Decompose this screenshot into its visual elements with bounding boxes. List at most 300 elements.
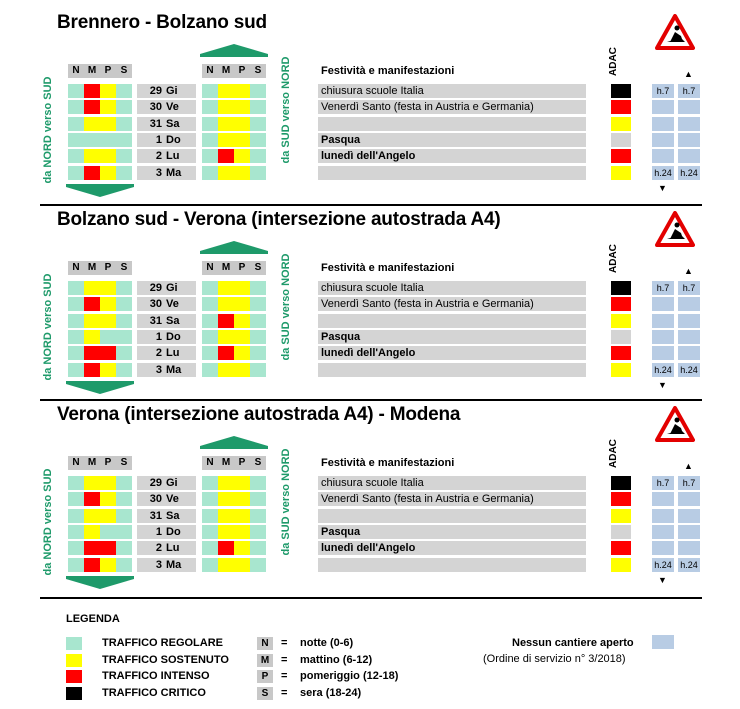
adac-label: ADAC <box>608 244 619 273</box>
traffic-cell <box>68 363 84 377</box>
traffic-cell <box>218 84 234 98</box>
legend-title: LEGENDA <box>66 613 120 625</box>
traffic-cell <box>234 558 250 572</box>
traffic-cell <box>84 558 100 572</box>
construction-cell: h.7 <box>652 281 674 295</box>
traffic-cell <box>234 117 250 131</box>
time-header: P <box>100 456 116 470</box>
day-name: Gi <box>166 282 178 294</box>
traffic-cell <box>116 297 132 311</box>
traffic-cell <box>250 558 266 572</box>
section-title: Bolzano sud - Verona (intersezione autostrada A4) <box>57 209 501 230</box>
traffic-cell <box>218 314 234 328</box>
traffic-cell <box>202 133 218 147</box>
festivity-row <box>318 117 586 131</box>
southbound-arrow <box>66 579 134 589</box>
construction-cell <box>678 314 700 328</box>
time-header: P <box>234 64 250 78</box>
traffic-cell <box>234 330 250 344</box>
day-name: Gi <box>166 85 178 97</box>
construction-cell: h.24 <box>652 558 674 572</box>
traffic-cell <box>218 476 234 490</box>
legend-label: TRAFFICO CRITICO <box>102 686 206 699</box>
time-header: M <box>84 261 100 275</box>
day-name: Gi <box>166 477 178 489</box>
construction-cell <box>652 297 674 311</box>
traffic-cell <box>68 133 84 147</box>
construction-cell <box>652 346 674 360</box>
construction-cell <box>652 330 674 344</box>
traffic-cell <box>68 84 84 98</box>
traffic-cell <box>218 525 234 539</box>
traffic-cell <box>234 492 250 506</box>
section-divider <box>40 204 702 206</box>
traffic-cell <box>100 117 116 131</box>
traffic-cell <box>250 100 266 114</box>
section-divider <box>40 597 702 599</box>
construction-cell: h.7 <box>678 281 700 295</box>
traffic-cell <box>100 149 116 163</box>
legend-swatch <box>66 637 82 650</box>
up-triangle-icon: ▲ <box>684 69 693 79</box>
construction-cell <box>652 509 674 523</box>
festivity-row: chiusura scuole Italia <box>318 476 586 490</box>
day-number: 2 <box>155 542 162 555</box>
day-name: Sa <box>166 314 180 327</box>
festivity-row: Pasqua <box>318 330 586 344</box>
traffic-cell <box>100 558 116 572</box>
traffic-cell <box>68 492 84 506</box>
day-number: 29 <box>149 85 162 97</box>
festivity-row <box>318 166 586 180</box>
festivity-row <box>318 363 586 377</box>
day-number: 31 <box>149 314 162 327</box>
traffic-cell <box>250 84 266 98</box>
adac-cell <box>611 166 631 180</box>
traffic-cell <box>84 541 100 555</box>
traffic-cell <box>116 492 132 506</box>
time-header: M <box>218 64 234 78</box>
traffic-cell <box>84 149 100 163</box>
day-name: Ma <box>166 363 182 376</box>
adac-cell <box>611 346 631 360</box>
traffic-cell <box>250 149 266 163</box>
traffic-cell <box>250 330 266 344</box>
traffic-cell <box>116 525 132 539</box>
adac-cell <box>611 492 631 506</box>
traffic-cell <box>100 330 116 344</box>
legend-equals: = <box>281 686 288 699</box>
traffic-cell <box>250 509 266 523</box>
festivity-row: Pasqua <box>318 525 586 539</box>
time-header: N <box>68 261 84 275</box>
traffic-cell <box>84 492 100 506</box>
day-name: Sa <box>166 117 180 130</box>
legend-equals: = <box>281 670 288 682</box>
construction-cell <box>678 346 700 360</box>
time-header: P <box>234 456 250 470</box>
traffic-cell <box>68 476 84 490</box>
festivity-header: Festività e manifestazioni <box>321 262 455 274</box>
adac-cell <box>611 525 631 539</box>
traffic-cell <box>234 281 250 295</box>
traffic-cell <box>218 166 234 180</box>
section-title: Verona (intersezione autostrada A4) - Modena <box>57 404 461 425</box>
traffic-cell <box>68 541 84 555</box>
traffic-cell <box>234 541 250 555</box>
construction-cell <box>652 117 674 131</box>
legend-swatch <box>66 654 82 667</box>
traffic-cell <box>116 346 132 360</box>
traffic-cell <box>250 133 266 147</box>
traffic-cell <box>202 476 218 490</box>
construction-cell: h.7 <box>678 84 700 98</box>
traffic-cell <box>202 509 218 523</box>
northbound-arrow <box>200 436 268 446</box>
time-header: P <box>100 64 116 78</box>
legend-definition: pomeriggio (12-18) <box>300 670 399 682</box>
festivity-row: Venerdì Santo (festa in Austria e Germania) <box>318 297 586 311</box>
adac-cell <box>611 100 631 114</box>
adac-cell <box>611 509 631 523</box>
traffic-cell <box>116 117 132 131</box>
day-name: Lu <box>166 150 180 163</box>
traffic-cell <box>116 541 132 555</box>
traffic-cell <box>68 314 84 328</box>
traffic-cell <box>68 330 84 344</box>
traffic-cell <box>84 281 100 295</box>
service-order-note: (Ordine di servizio n° 3/2018) <box>483 653 626 665</box>
traffic-cell <box>250 346 266 360</box>
traffic-cell <box>234 476 250 490</box>
adac-label: ADAC <box>608 47 619 76</box>
traffic-cell <box>100 509 116 523</box>
construction-swatch <box>652 635 674 649</box>
route-section <box>0 205 740 401</box>
traffic-cell <box>202 149 218 163</box>
festivity-row <box>318 509 586 523</box>
adac-cell <box>611 281 631 295</box>
time-header: S <box>250 64 266 78</box>
traffic-cell <box>84 166 100 180</box>
time-header: S <box>250 456 266 470</box>
traffic-cell <box>68 346 84 360</box>
time-header: N <box>68 456 84 470</box>
day-number: 1 <box>155 330 162 343</box>
construction-cell: h.7 <box>652 84 674 98</box>
southbound-arrow <box>66 384 134 394</box>
traffic-cell <box>100 476 116 490</box>
construction-cell <box>678 100 700 114</box>
day-name: Lu <box>166 542 180 555</box>
time-header: N <box>202 261 218 275</box>
construction-cell <box>678 133 700 147</box>
traffic-cell <box>116 149 132 163</box>
traffic-cell <box>218 330 234 344</box>
traffic-cell <box>116 314 132 328</box>
time-header: N <box>202 64 218 78</box>
legend-key: N <box>257 637 273 650</box>
legend-definition: mattino (6-12) <box>300 653 373 666</box>
adac-cell <box>611 330 631 344</box>
adac-cell <box>611 558 631 572</box>
traffic-cell <box>202 297 218 311</box>
adac-cell <box>611 133 631 147</box>
roadwork-sign-icon <box>655 211 695 247</box>
day-number: 29 <box>149 477 162 489</box>
traffic-cell <box>250 541 266 555</box>
traffic-cell <box>100 84 116 98</box>
day-name: Ma <box>166 558 182 571</box>
traffic-cell <box>84 476 100 490</box>
direction-label-south: da NORD verso SUD <box>42 273 54 381</box>
festivity-row <box>318 314 586 328</box>
traffic-cell <box>234 100 250 114</box>
traffic-cell <box>234 133 250 147</box>
traffic-cell <box>84 314 100 328</box>
time-header: S <box>116 64 132 78</box>
adac-cell <box>611 84 631 98</box>
traffic-cell <box>218 509 234 523</box>
day-number: 2 <box>155 150 162 163</box>
traffic-cell <box>234 525 250 539</box>
traffic-cell <box>84 509 100 523</box>
day-number: 3 <box>155 166 162 179</box>
traffic-cell <box>100 100 116 114</box>
traffic-cell <box>116 166 132 180</box>
traffic-cell <box>84 363 100 377</box>
day-name: Sa <box>166 509 180 522</box>
day-number: 31 <box>149 117 162 130</box>
festivity-row <box>318 558 586 572</box>
adac-cell <box>611 541 631 555</box>
construction-cell <box>652 541 674 555</box>
up-triangle-icon: ▲ <box>684 266 693 276</box>
traffic-cell <box>84 330 100 344</box>
day-name: Ma <box>166 166 182 179</box>
traffic-cell <box>218 558 234 572</box>
traffic-cell <box>202 117 218 131</box>
festivity-row: Pasqua <box>318 133 586 147</box>
traffic-cell <box>218 492 234 506</box>
time-header: P <box>100 261 116 275</box>
traffic-cell <box>218 346 234 360</box>
traffic-cell <box>100 363 116 377</box>
time-header: M <box>84 456 100 470</box>
festivity-row: chiusura scuole Italia <box>318 281 586 295</box>
time-header: M <box>218 456 234 470</box>
festivity-row: lunedì dell'Angelo <box>318 346 586 360</box>
traffic-cell <box>234 314 250 328</box>
traffic-cell <box>68 100 84 114</box>
traffic-cell <box>116 476 132 490</box>
adac-cell <box>611 117 631 131</box>
construction-cell <box>652 100 674 114</box>
traffic-cell <box>202 314 218 328</box>
construction-cell <box>678 149 700 163</box>
traffic-cell <box>250 166 266 180</box>
traffic-cell <box>250 363 266 377</box>
traffic-cell <box>218 149 234 163</box>
roadwork-sign-icon <box>655 406 695 442</box>
traffic-cell <box>218 100 234 114</box>
direction-label-north: da SUD verso NORD <box>280 253 292 361</box>
traffic-cell <box>68 117 84 131</box>
day-number: 31 <box>149 509 162 522</box>
day-name: Lu <box>166 347 180 360</box>
adac-cell <box>611 297 631 311</box>
construction-cell <box>652 314 674 328</box>
traffic-cell <box>68 509 84 523</box>
traffic-cell <box>68 166 84 180</box>
route-section <box>0 8 740 204</box>
traffic-cell <box>250 525 266 539</box>
day-number: 30 <box>149 493 162 506</box>
legend-label: TRAFFICO INTENSO <box>102 670 210 682</box>
no-construction-label: Nessun cantiere aperto <box>512 637 634 649</box>
traffic-cell <box>218 281 234 295</box>
legend-key: S <box>257 687 273 700</box>
traffic-cell <box>84 100 100 114</box>
time-header: M <box>218 261 234 275</box>
traffic-cell <box>202 346 218 360</box>
construction-cell <box>678 525 700 539</box>
construction-cell: h.24 <box>652 363 674 377</box>
traffic-cell <box>116 100 132 114</box>
down-triangle-icon: ▼ <box>658 379 667 390</box>
traffic-cell <box>116 363 132 377</box>
traffic-cell <box>116 558 132 572</box>
traffic-cell <box>84 346 100 360</box>
legend-equals: = <box>281 653 288 666</box>
up-triangle-icon: ▲ <box>684 461 693 471</box>
northbound-arrow-bar <box>200 54 268 57</box>
traffic-cell <box>202 558 218 572</box>
traffic-cell <box>68 149 84 163</box>
adac-label: ADAC <box>608 439 619 468</box>
traffic-cell <box>100 166 116 180</box>
legend-label: TRAFFICO SOSTENUTO <box>102 653 229 666</box>
festivity-header: Festività e manifestazioni <box>321 457 455 469</box>
legend-definition: notte (0-6) <box>300 637 354 649</box>
traffic-cell <box>250 476 266 490</box>
day-name: Do <box>166 330 181 343</box>
day-name: Ve <box>166 298 179 311</box>
traffic-cell <box>234 346 250 360</box>
traffic-cell <box>250 492 266 506</box>
construction-cell <box>678 117 700 131</box>
traffic-cell <box>84 133 100 147</box>
northbound-arrow <box>200 44 268 54</box>
section-divider <box>40 399 702 401</box>
construction-cell <box>652 149 674 163</box>
direction-label-north: da SUD verso NORD <box>280 448 292 556</box>
traffic-cell <box>84 84 100 98</box>
adac-cell <box>611 363 631 377</box>
southbound-arrow <box>66 187 134 197</box>
day-number: 1 <box>155 525 162 538</box>
legend-swatch <box>66 670 82 683</box>
day-number: 3 <box>155 558 162 571</box>
time-header: S <box>250 261 266 275</box>
day-number: 2 <box>155 347 162 360</box>
direction-label-south: da NORD verso SUD <box>42 468 54 576</box>
traffic-cell <box>202 525 218 539</box>
day-name: Do <box>166 133 181 146</box>
construction-cell <box>678 297 700 311</box>
traffic-cell <box>116 281 132 295</box>
construction-cell <box>652 133 674 147</box>
legend-key: M <box>257 654 273 667</box>
traffic-cell <box>100 346 116 360</box>
traffic-cell <box>218 541 234 555</box>
northbound-arrow-bar <box>200 446 268 449</box>
day-number: 1 <box>155 133 162 146</box>
traffic-cell <box>202 100 218 114</box>
construction-cell <box>678 541 700 555</box>
festivity-row: lunedì dell'Angelo <box>318 541 586 555</box>
day-name: Ve <box>166 101 179 114</box>
traffic-cell <box>116 84 132 98</box>
traffic-cell <box>234 509 250 523</box>
construction-cell: h.24 <box>652 166 674 180</box>
legend-label: TRAFFICO REGOLARE <box>102 637 223 649</box>
traffic-cell <box>250 297 266 311</box>
roadwork-sign-icon <box>655 14 695 50</box>
direction-label-north: da SUD verso NORD <box>280 56 292 164</box>
traffic-cell <box>218 117 234 131</box>
construction-cell <box>652 525 674 539</box>
adac-cell <box>611 314 631 328</box>
traffic-cell <box>202 541 218 555</box>
adac-cell <box>611 149 631 163</box>
traffic-cell <box>234 149 250 163</box>
legend-definition: sera (18-24) <box>300 686 362 699</box>
traffic-cell <box>202 84 218 98</box>
section-title: Brennero - Bolzano sud <box>57 12 267 33</box>
traffic-cell <box>68 558 84 572</box>
traffic-cell <box>202 166 218 180</box>
down-triangle-icon: ▼ <box>658 182 667 193</box>
traffic-cell <box>202 363 218 377</box>
traffic-cell <box>202 492 218 506</box>
northbound-arrow-bar <box>200 251 268 254</box>
time-header: P <box>234 261 250 275</box>
day-name: Do <box>166 525 181 538</box>
traffic-cell <box>100 541 116 555</box>
construction-cell: h.24 <box>678 558 700 572</box>
time-header: N <box>68 64 84 78</box>
day-number: 30 <box>149 101 162 114</box>
northbound-arrow <box>200 241 268 251</box>
traffic-cell <box>250 281 266 295</box>
day-number: 29 <box>149 282 162 294</box>
traffic-cell <box>116 509 132 523</box>
traffic-cell <box>100 492 116 506</box>
day-number: 3 <box>155 363 162 376</box>
traffic-cell <box>202 330 218 344</box>
traffic-cell <box>218 363 234 377</box>
legend-swatch <box>66 687 82 700</box>
traffic-cell <box>116 330 132 344</box>
traffic-cell <box>84 117 100 131</box>
traffic-cell <box>218 133 234 147</box>
traffic-cell <box>234 166 250 180</box>
traffic-cell <box>84 297 100 311</box>
time-header: S <box>116 456 132 470</box>
traffic-cell <box>116 133 132 147</box>
festivity-row: Venerdì Santo (festa in Austria e Germania) <box>318 492 586 506</box>
